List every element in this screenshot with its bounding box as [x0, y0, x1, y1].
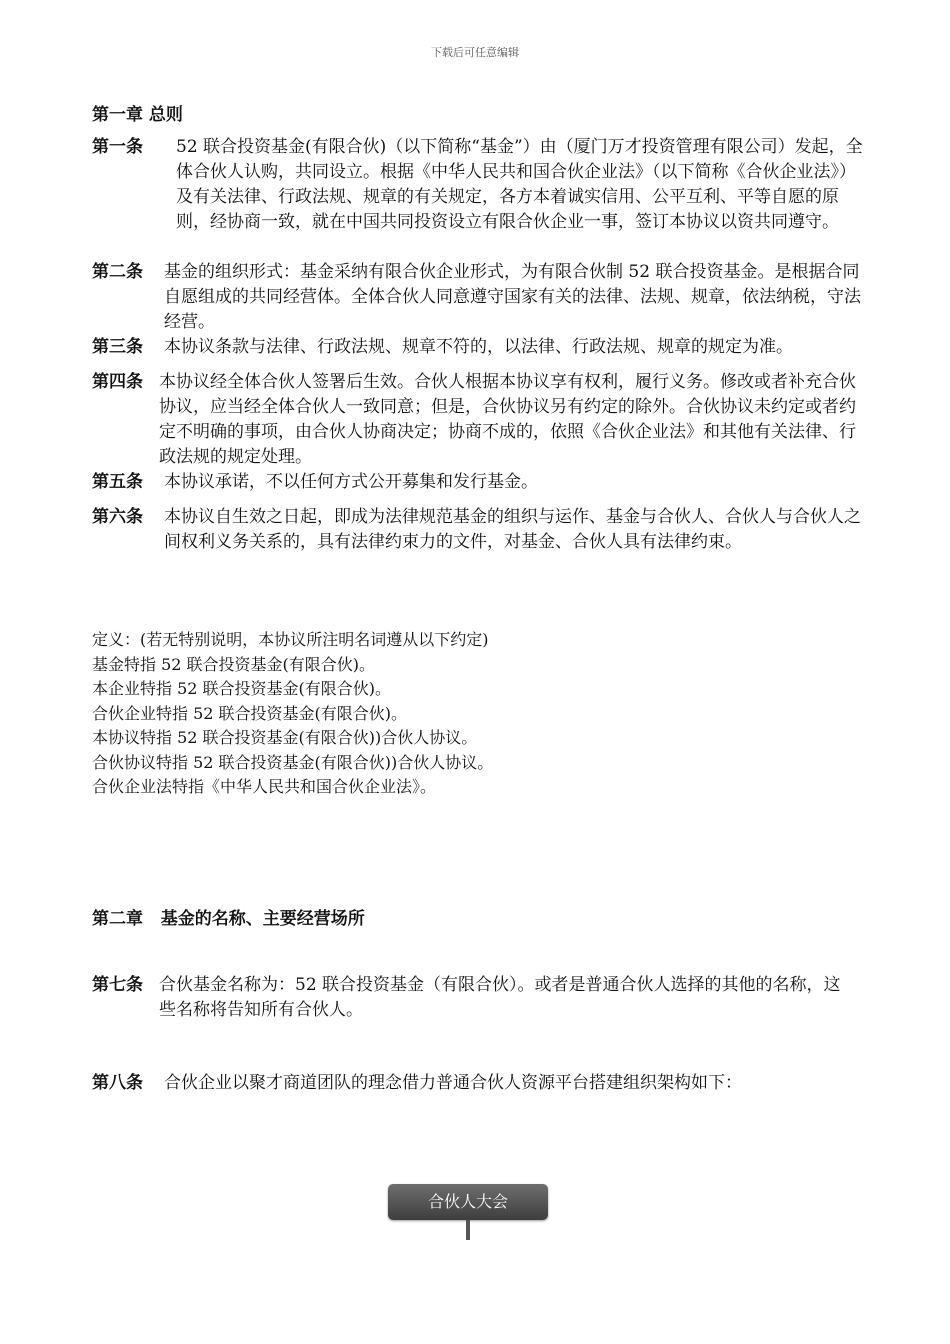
article-8 — [92, 1071, 864, 1096]
org-chart-node-partners-meeting: 合伙人大会 — [388, 1184, 548, 1220]
article-7 — [92, 973, 854, 1023]
definition-line: 本协议特指 52 联合投资基金(有限合伙))合伙人协议。 — [92, 728, 478, 747]
article-1 — [92, 135, 864, 235]
article-label: 第八条 — [92, 1073, 143, 1093]
org-chart-connector — [466, 1220, 470, 1240]
article-label: 第七条 — [92, 975, 143, 995]
article-4 — [92, 370, 864, 470]
article-label: 第五条 — [92, 472, 143, 492]
article-text: 本协议条款与法律、行政法规、规章不符的，以法律、行政法规、规章的规定为准。 — [164, 337, 793, 357]
article-text: 合伙基金名称为：52 联合投资基金（有限合伙）。或者是普通合伙人选择的其他的名称，这些名称将告知所有合伙人。 — [159, 975, 841, 1020]
definitions-block — [92, 628, 493, 800]
article-label: 第二条 — [92, 262, 143, 282]
definition-line: 定义：(若无特别说明，本协议所注明名词遵从以下约定) — [92, 630, 489, 649]
article-text: 本协议经全体合伙人签署后生效。合伙人根据本协议享有权利，履行义务。修改或者补充合伙协议，应当经全体合伙人一致同意；但是，合伙协议另有约定的除外。合伙协议未约定或者约定不明确的事项，由合伙人协商决定；协商不成的，依照《合伙企业法》和其他有关法律、行政法规的规定处理。 — [159, 372, 856, 467]
definition-line: 合伙企业特指 52 联合投资基金(有限合伙)。 — [92, 703, 408, 723]
article-text: 52 联合投资基金(有限合伙)（以下简称“基金”）由（厦门万才投资管理有限公司）发起，全体合伙人认购，共同设立。根据《中华人民共和国合伙企业法》（以下简称《合伙企业法》）及有关法律、行政法规、规章的有关规定，各方本着诚实信用、公平互利、平等自愿的原则，经协商一致，就在中国共同投资设立有限合伙企业一事，签订本协议以资共同遵守。 — [176, 137, 863, 232]
definition-line: 合伙企业法特指《中华人民共和国合伙企业法》。 — [92, 777, 437, 796]
article-text: 合伙企业以聚才商道团队的理念借力普通合伙人资源平台搭建组织架构如下： — [164, 1073, 742, 1093]
article-text: 本协议承诺，不以任何方式公开募集和发行基金。 — [164, 472, 538, 492]
article-6 — [92, 505, 864, 555]
definition-line: 本企业特指 52 联合投资基金(有限合伙)。 — [92, 679, 392, 698]
definition-line: 基金特指 52 联合投资基金(有限合伙)。 — [92, 654, 376, 674]
definition-line: 合伙协议特指 52 联合投资基金(有限合伙))合伙人协议。 — [92, 752, 494, 772]
article-5 — [92, 470, 864, 495]
chapter-2-title: 第二章 基金的名称、主要经营场所 — [92, 909, 365, 929]
article-label: 第一条 — [92, 137, 143, 157]
article-label: 第四条 — [92, 372, 143, 392]
article-2 — [92, 260, 864, 335]
article-text: 本协议自生效之日起，即成为法律规范基金的组织与运作、基金与合伙人、合伙人与合伙人之间权利义务关系的，具有法律约束力的文件，对基金、合伙人具有法律约束。 — [164, 507, 861, 552]
article-text: 基金的组织形式：基金采纳有限合伙企业形式，为有限合伙制 52 联合投资基金。是根据合同自愿组成的共同经营体。全体合伙人同意遵守国家有关的法律、法规、规章，依法纳税，守法经营。 — [164, 262, 861, 332]
article-3 — [92, 335, 864, 360]
article-label: 第三条 — [92, 337, 143, 357]
page-header: 下载后可任意编辑 — [431, 46, 519, 59]
chapter-1-title: 第一章 总则 — [92, 105, 183, 125]
article-label: 第六条 — [92, 507, 143, 527]
